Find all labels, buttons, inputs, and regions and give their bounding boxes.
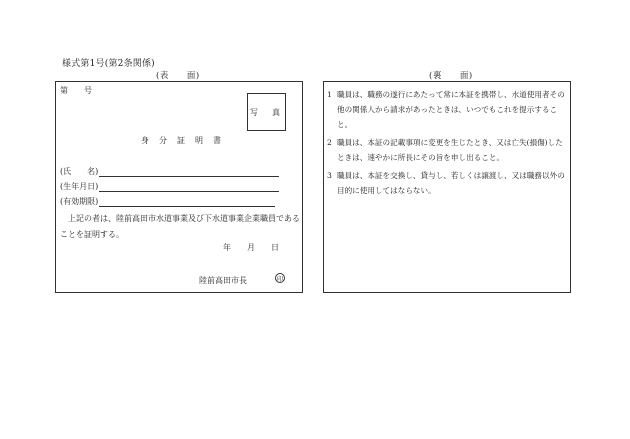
name-field[interactable] xyxy=(60,166,279,177)
card-number-label: 第 号 xyxy=(60,86,92,95)
birthdate-field-label: (生年月日) xyxy=(60,182,99,191)
issue-date-label: 年 月 日 xyxy=(223,243,279,252)
expiry-field[interactable] xyxy=(60,196,275,207)
expiry-field-line[interactable] xyxy=(99,197,275,207)
seal-icon xyxy=(275,273,285,283)
form-title: 様式第1号(第2条関係) xyxy=(62,59,155,69)
note-text: 職員は、職務の遂行にあたって常に本証を携帯し、水道使用者その他の関係人から請求があったときは、いつでもこれを提示すること。 xyxy=(337,90,565,129)
issuer-name: 陸前高田市長 xyxy=(199,276,247,285)
birthdate-field-line[interactable] xyxy=(99,182,279,192)
note-text: 職員は、本証の記載事項に変更を生じたとき、又は亡失(損傷)したときは、速やかに所長にその旨を申し出ること。 xyxy=(337,138,563,162)
id-card-back xyxy=(323,81,571,293)
note-item xyxy=(327,87,569,132)
note-text: 職員は、本証を交換し、貸与し、若しくは譲渡し、又は職務以外の目的に使用してはならない。 xyxy=(337,171,565,195)
certification-text: 上記の者は、陸前高田市水道事業及び下水道事業企業職員であることを証明する。 xyxy=(60,214,300,239)
notes-list xyxy=(327,87,569,201)
photo-label: 写 真 xyxy=(250,107,283,117)
note-item xyxy=(327,168,569,198)
card-heading: 身 分 証 明 書 xyxy=(141,136,222,145)
photo-box xyxy=(247,93,286,131)
note-item xyxy=(327,135,569,165)
name-field-label: (氏 名) xyxy=(60,167,99,176)
front-side-label: (表 面) xyxy=(156,71,200,81)
name-field-line[interactable] xyxy=(99,167,279,177)
note-number: 2 xyxy=(327,138,332,147)
id-card-front xyxy=(55,81,303,293)
expiry-field-label: (有効期限) xyxy=(60,197,99,206)
note-number: 3 xyxy=(327,171,332,180)
seal-char: 印 xyxy=(276,275,283,283)
back-side-label: (裏 面) xyxy=(429,71,473,81)
birthdate-field[interactable] xyxy=(60,181,279,192)
note-number: 1 xyxy=(327,90,332,99)
